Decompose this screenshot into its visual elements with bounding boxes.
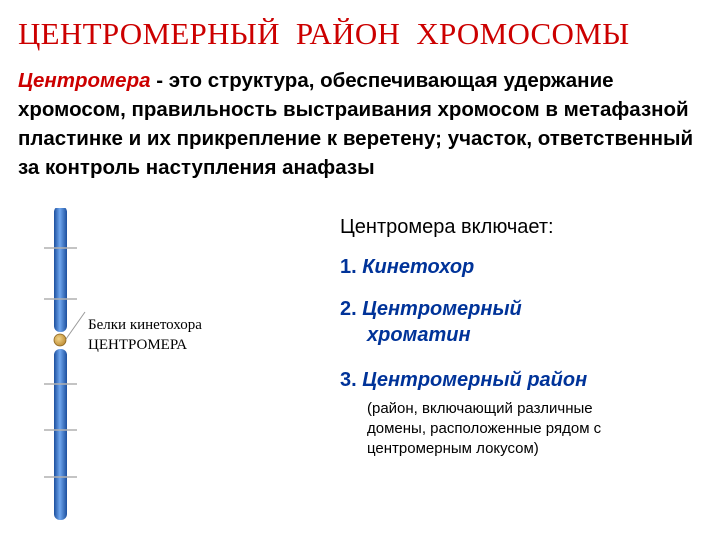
diagram-labels xyxy=(88,315,202,355)
list-item-text: Центромерный xyxy=(362,298,522,320)
list-item-text-line2: хроматин xyxy=(367,324,471,346)
note-line: центромерным локусом) xyxy=(367,440,539,457)
list-item-number: 1. xyxy=(340,256,357,278)
centromere-label: ЦЕНТРОМЕРА xyxy=(88,337,188,353)
list-item-kinetochore xyxy=(340,256,474,279)
text-mask xyxy=(44,186,274,208)
note-line: (район, включающий различные xyxy=(367,400,593,417)
list-item-text: Кинетохор xyxy=(362,256,475,278)
list-item-centromeric-region xyxy=(340,369,587,392)
kinetochore-pointer xyxy=(66,312,85,339)
definition-term: Центромера xyxy=(18,69,151,92)
includes-heading: Центромера включает: xyxy=(340,216,554,238)
list-item-continuation xyxy=(367,324,471,347)
note-line: домены, расположенные рядом с xyxy=(367,420,602,437)
kinetochore-proteins-label: Белки кинетохора xyxy=(88,317,202,333)
centromere-marker xyxy=(54,334,66,346)
list-item-centromeric-chromatin xyxy=(340,298,522,321)
list-item-text: Центромерный район xyxy=(362,369,588,391)
chromosome-upper-arm xyxy=(54,206,67,332)
centromeric-region-note xyxy=(367,399,601,459)
list-item-number: 3. xyxy=(340,369,357,391)
list-item-number: 2. xyxy=(340,298,357,320)
definition-text: - это структура, обеспечивающая удержание хромосом, правильность выстраивания хромосом в метафазной пластинке и их прикрепление к веретену; участок, ответственный за контроль наступления анафазы xyxy=(18,69,694,179)
chromosome-lower-arm xyxy=(54,349,67,520)
page-title: ЦЕНТРОМЕРНЫЙ РАЙОН ХРОМОСОМЫ xyxy=(18,16,630,51)
